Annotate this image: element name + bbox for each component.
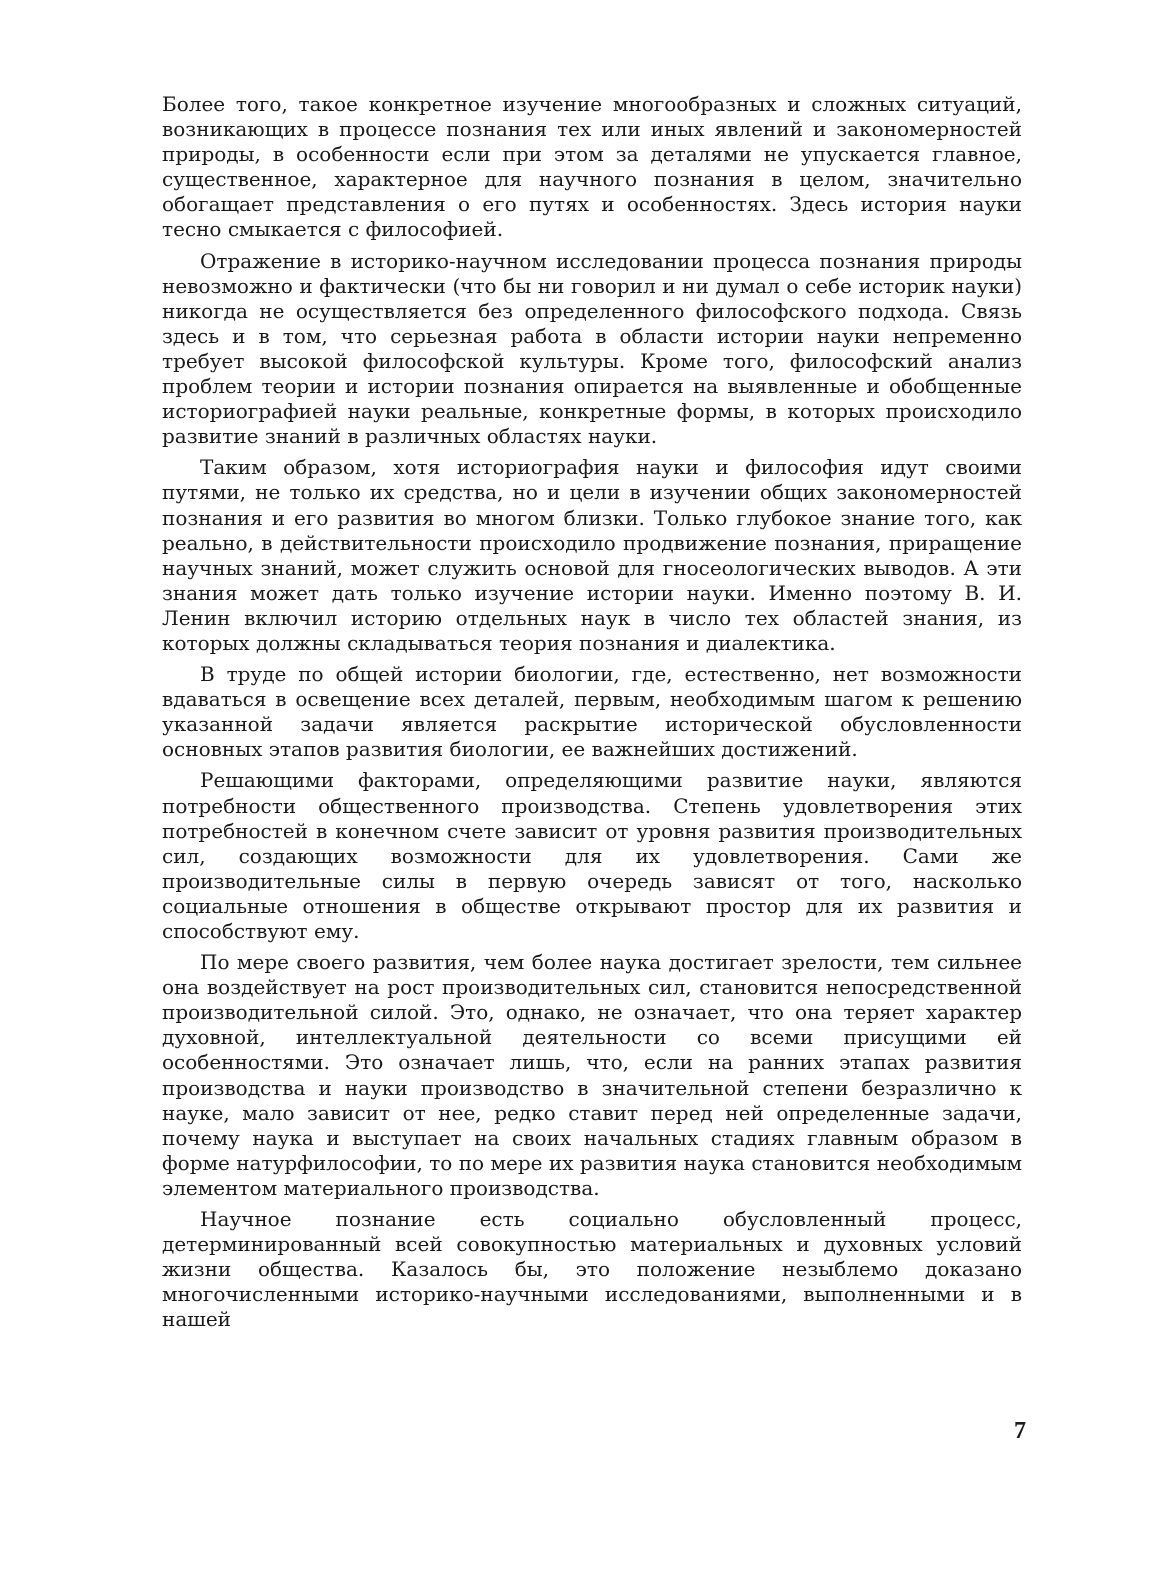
page-body (162, 92, 1022, 1333)
paragraph: Таким образом, хотя историография науки и философия идут своими путями, не только их средства, но и цели в изучении общих закономерностей познания и его развития во многом близки. Только глубокое знание того, как реально, в действительности происходило продвижение познания, приращение научных знаний, может служить основой для гносеологических выводов. А эти знания может дать только изучение истории науки. Именно поэтому В. И. Ленин включил историю отдельных наук в число тех областей знания, из которых должны складываться теория познания и диалектика. (162, 455, 1022, 655)
paragraph: Отражение в историко-научном исследовании процесса познания природы невозможно и фактически (что бы ни говорил и ни думал о себе историк науки) никогда не осуществляется без определенного философского подхода. Связь здесь и в том, что серьезная работа в области истории науки непременно требует высокой философской культуры. Кроме того, философский анализ проблем теории и истории познания опирается на выявленные и обобщенные историографией науки реальные, конкретные формы, в которых происходило развитие знаний в различных областях науки. (162, 248, 1022, 449)
paragraph: По мере своего развития, чем более наука достигает зрелости, тем сильнее она воздействует на рост производительных сил, становится непосредственной производительной силой. Это, однако, не означает, что она теряет характер духовной, интеллектуальной деятельности со всеми присущими ей особенностями. Это означает лишь, что, если на ранних этапах развития производства и науки производство в значительной степени безразлично к науке, мало зависит от нее, редко ставит перед ней определенные задачи, почему наука и выступает на своих начальных стадиях главным образом в форме натурфилософии, то по мере их развития наука становится необходимым элементом материального производства. (162, 950, 1022, 1200)
paragraph: Решающими факторами, определяющими развитие науки, являются потребности общественного производства. Степень удовлетворения этих потребностей в конечном счете зависит от уровня развития производительных сил, создающих возможности для их удовлетворения. Сами же производительные силы в первую очередь зависят от того, насколько социальные отношения в обществе открывают простор для их развития и способствуют ему. (162, 768, 1022, 943)
paragraph: Научное познание есть социально обусловленный процесс, детерминированный всей совокупностью материальных и духовных условий жизни общества. Казалось бы, это положение незыблемо доказано многочисленными историко-научными исследованиями, выполненными и в нашей (162, 1207, 1022, 1332)
page-number: 7 (1014, 1418, 1026, 1444)
paragraph: Более того, такое конкретное изучение многообразных и сложных ситуаций, возникающих в процессе познания тех или иных явлений и закономерностей природы, в особенности если при этом за деталями не упускается главное, существенное, характерное для научного познания в целом, значительно обогащает представления о его путях и особенностях. Здесь история науки тесно смыкается с философией. (162, 92, 1022, 242)
paragraph: В труде по общей истории биологии, где, естественно, нет возможности вдаваться в освещение всех деталей, первым, необходимым шагом к решению указанной задачи является раскрытие исторической обусловленности основных этапов развития биологии, ее важнейших достижений. (162, 662, 1022, 762)
